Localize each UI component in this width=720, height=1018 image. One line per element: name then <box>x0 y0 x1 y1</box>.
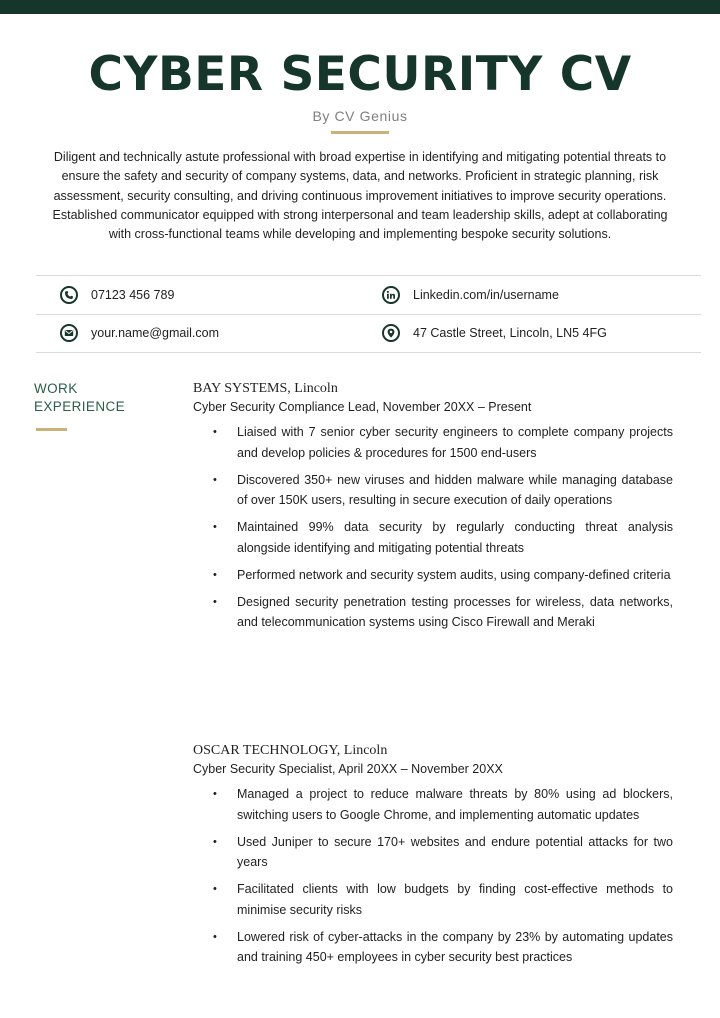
email-address: your.name@gmail.com <box>91 326 220 340</box>
contact-divider-top <box>36 275 701 276</box>
achievement-list <box>193 422 673 633</box>
achievement-list <box>193 784 673 968</box>
employer-name: BAY SYSTEMS, Lincoln <box>193 381 338 396</box>
achievement-item: • Designed security penetration testing processes for wireless, data networks, and telecommunication systems using Cisco Firewall and Meraki <box>193 592 673 633</box>
title-underline <box>331 131 389 134</box>
phone-icon <box>60 286 78 304</box>
section-heading-underline <box>36 428 67 431</box>
top-accent-bar <box>0 0 720 14</box>
job-title-dates: Cyber Security Compliance Lead, November 20XX – Present <box>193 400 532 414</box>
contact-divider-bottom <box>36 352 701 353</box>
achievement-item: • Used Juniper to secure 170+ websites and endure potential attacks for two years <box>193 832 673 873</box>
job-entry-oscar-technology <box>193 742 673 974</box>
achievement-item: • Managed a project to reduce malware threats by 80% using ad blockers, switching users to Google Chrome, and implementing automatic updates <box>193 784 673 825</box>
achievement-item: • Facilitated clients with low budgets by finding cost-effective methods to minimise security risks <box>193 879 673 920</box>
contact-divider-middle <box>36 314 701 315</box>
employer-name: OSCAR TECHNOLOGY, Lincoln <box>193 743 388 758</box>
profile-summary: Diligent and technically astute professional with broad expertise in identifying and mitigating potential threats to ensure the safety and security of company systems, data, and networks. Proficient in strategic planning, risk assessment, security consulting, and driving continuous improvement initiatives to improve security operations. Established communicator equipped with strong interpersonal and team leadership skills, adept at collaborating with cross-functional teams while developing and implementing bespoke security solutions. <box>52 150 668 242</box>
location-pin-icon <box>382 324 400 342</box>
section-heading-work-experience: WORK EXPERIENCE <box>34 381 126 414</box>
job-entry-bay-systems <box>193 380 673 639</box>
phone-number: 07123 456 789 <box>91 288 175 302</box>
page-title: CYBER SECURITY CV <box>88 47 632 102</box>
byline: By CV Genius <box>312 108 408 124</box>
achievement-item: • Discovered 350+ new viruses and hidden malware while managing database of over 150K users, resulting in secure execution of daily operations <box>193 470 673 511</box>
contact-linkedin <box>382 286 559 304</box>
achievement-item: • Lowered risk of cyber-attacks in the company by 23% by automating updates and training 450+ employees in cyber security best practices <box>193 927 673 968</box>
achievement-item: • Maintained 99% data security by regularly conducting threat analysis alongside identifying and mitigating potential threats <box>193 517 673 558</box>
achievement-item: • Performed network and security system audits, using company-defined criteria <box>193 565 673 586</box>
linkedin-url: Linkedin.com/in/username <box>413 288 559 302</box>
street-address: 47 Castle Street, Lincoln, LN5 4FG <box>413 326 607 340</box>
contact-address <box>382 324 607 342</box>
envelope-icon <box>60 324 78 342</box>
contact-email <box>60 324 219 342</box>
contact-phone <box>60 286 174 304</box>
linkedin-icon <box>382 286 400 304</box>
achievement-item: • Liaised with 7 senior cyber security engineers to complete company projects and develop policies & procedures for 1500 end-users <box>193 422 673 463</box>
job-title-dates: Cyber Security Specialist, April 20XX – November 20XX <box>193 762 503 776</box>
